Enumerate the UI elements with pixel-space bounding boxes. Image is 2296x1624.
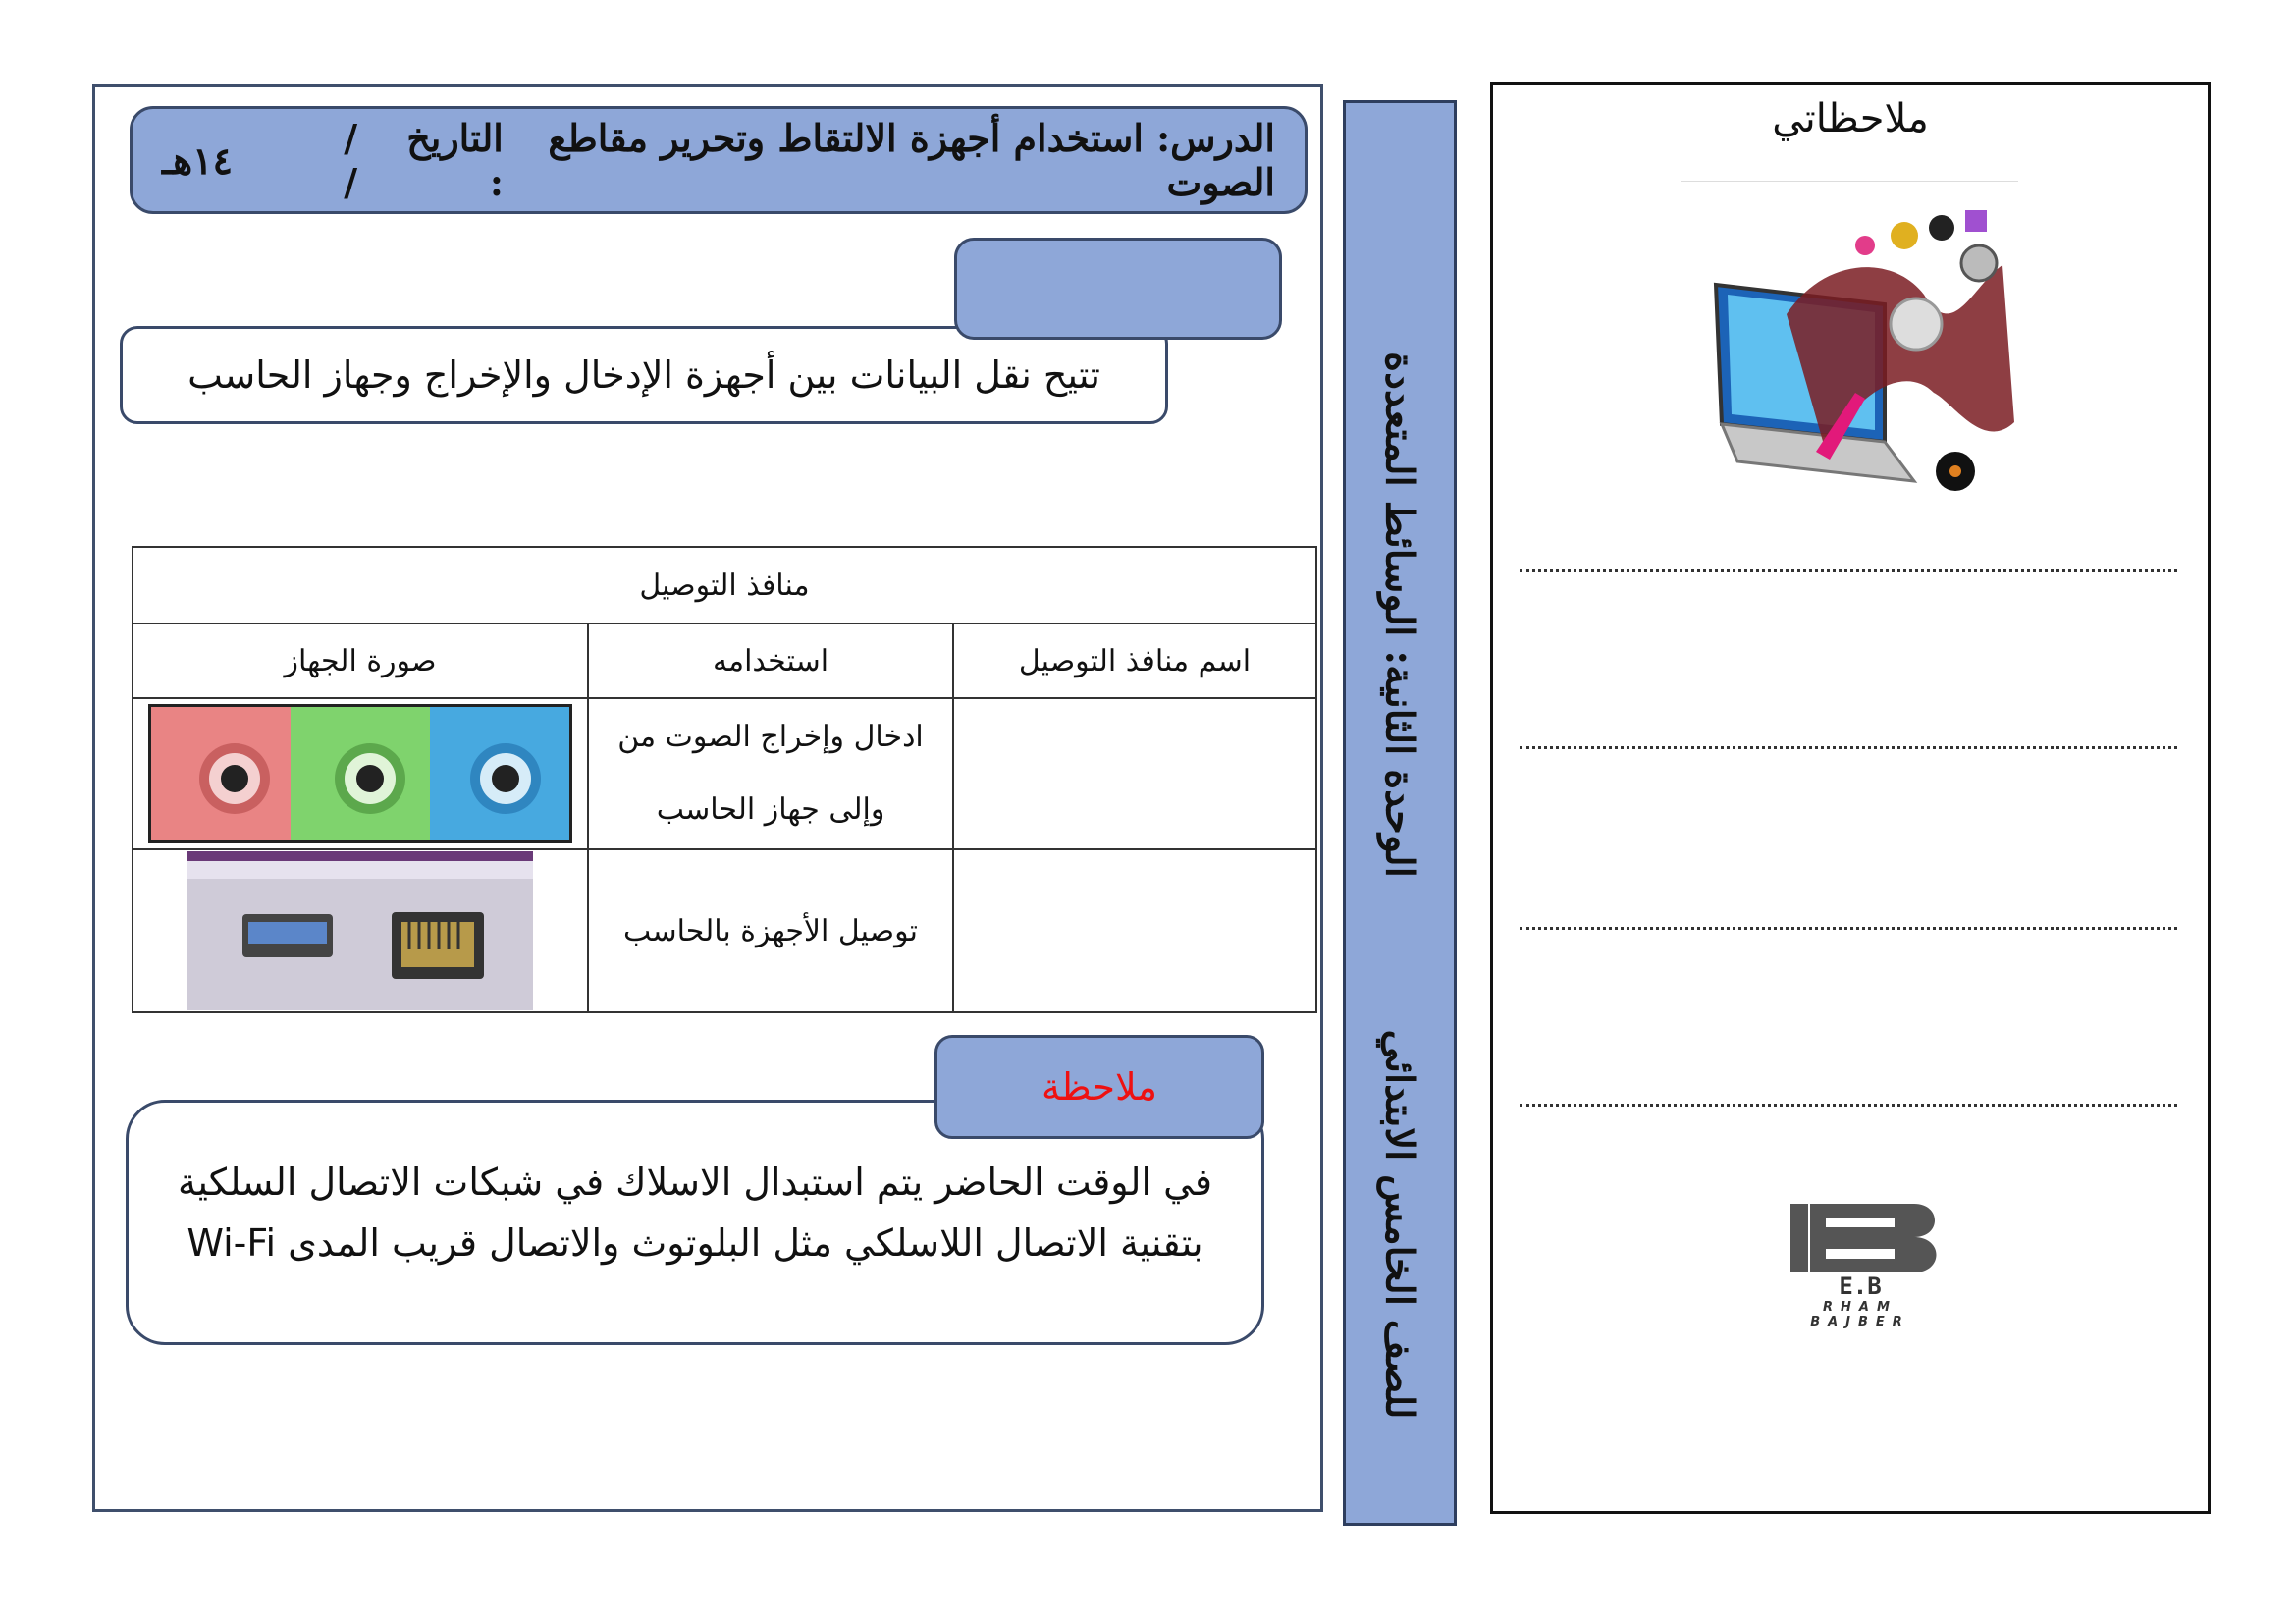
lesson-title: الدرس: استخدام أجهزة الالتقاط وتحرير مقاطع الصوت bbox=[548, 116, 1275, 204]
table-row bbox=[133, 698, 1316, 849]
date-slots: / / bbox=[344, 116, 358, 204]
note-line[interactable] bbox=[1520, 569, 2177, 572]
definition-text: تتيح نقل البيانات بين أجهزة الإدخال والإخراج وجهاز الحاسب bbox=[187, 353, 1100, 397]
note-line[interactable] bbox=[1520, 746, 2177, 749]
definition-tag bbox=[954, 238, 1282, 340]
usage-cell: ادخال وإخراج الصوت من وإلى جهاز الحاسب bbox=[588, 698, 953, 849]
note-tab bbox=[934, 1035, 1264, 1139]
header-device-image: صورة الجهاز bbox=[133, 623, 588, 698]
header-usage: استخدامه bbox=[588, 623, 953, 698]
notes-title: ملاحظاتي bbox=[1772, 96, 1929, 141]
hijri-year: ١٤هـ bbox=[161, 137, 233, 183]
note-label: ملاحظة bbox=[1041, 1065, 1158, 1109]
note-line[interactable] bbox=[1520, 927, 2177, 930]
lesson-title-bar bbox=[130, 106, 1308, 214]
table-row bbox=[133, 849, 1316, 1012]
header-port-name: اسم منافذ التوصيل bbox=[953, 623, 1316, 698]
logo-caption: RHAM BAJBER bbox=[1810, 1300, 1910, 1329]
definition-box bbox=[120, 326, 1168, 424]
date-label: التاريخ : bbox=[406, 116, 504, 204]
logo-letters: E.B bbox=[1839, 1272, 1882, 1300]
audio-jacks-image bbox=[133, 698, 588, 849]
divider bbox=[1681, 181, 2018, 182]
port-name-cell[interactable] bbox=[953, 698, 1316, 849]
multimedia-illustration bbox=[1708, 196, 2028, 501]
unit-spine bbox=[1343, 100, 1457, 1526]
usb-ethernet-image bbox=[133, 849, 588, 1012]
usage-cell: توصيل الأجهزة بالحاسب bbox=[588, 849, 953, 1012]
port-name-cell[interactable] bbox=[953, 849, 1316, 1012]
note-text: في الوقت الحاضر يتم استبدال الاسلاك في شبكات الاتصال السلكية بتقنية الاتصال اللاسلكي مثل البلوتوث والاتصال قريب المدى Wi-Fi bbox=[178, 1161, 1212, 1265]
grade-title: للصف الخامس الابتدائي bbox=[1376, 1029, 1423, 1420]
table-caption: منافذ التوصيل bbox=[133, 547, 1316, 623]
note-line[interactable] bbox=[1520, 1104, 2177, 1107]
unit-title: الوحدة الثانية: الوسائط المتعددة bbox=[1376, 351, 1423, 878]
eb-logo bbox=[1767, 1198, 1953, 1335]
ports-table bbox=[132, 546, 1317, 1013]
